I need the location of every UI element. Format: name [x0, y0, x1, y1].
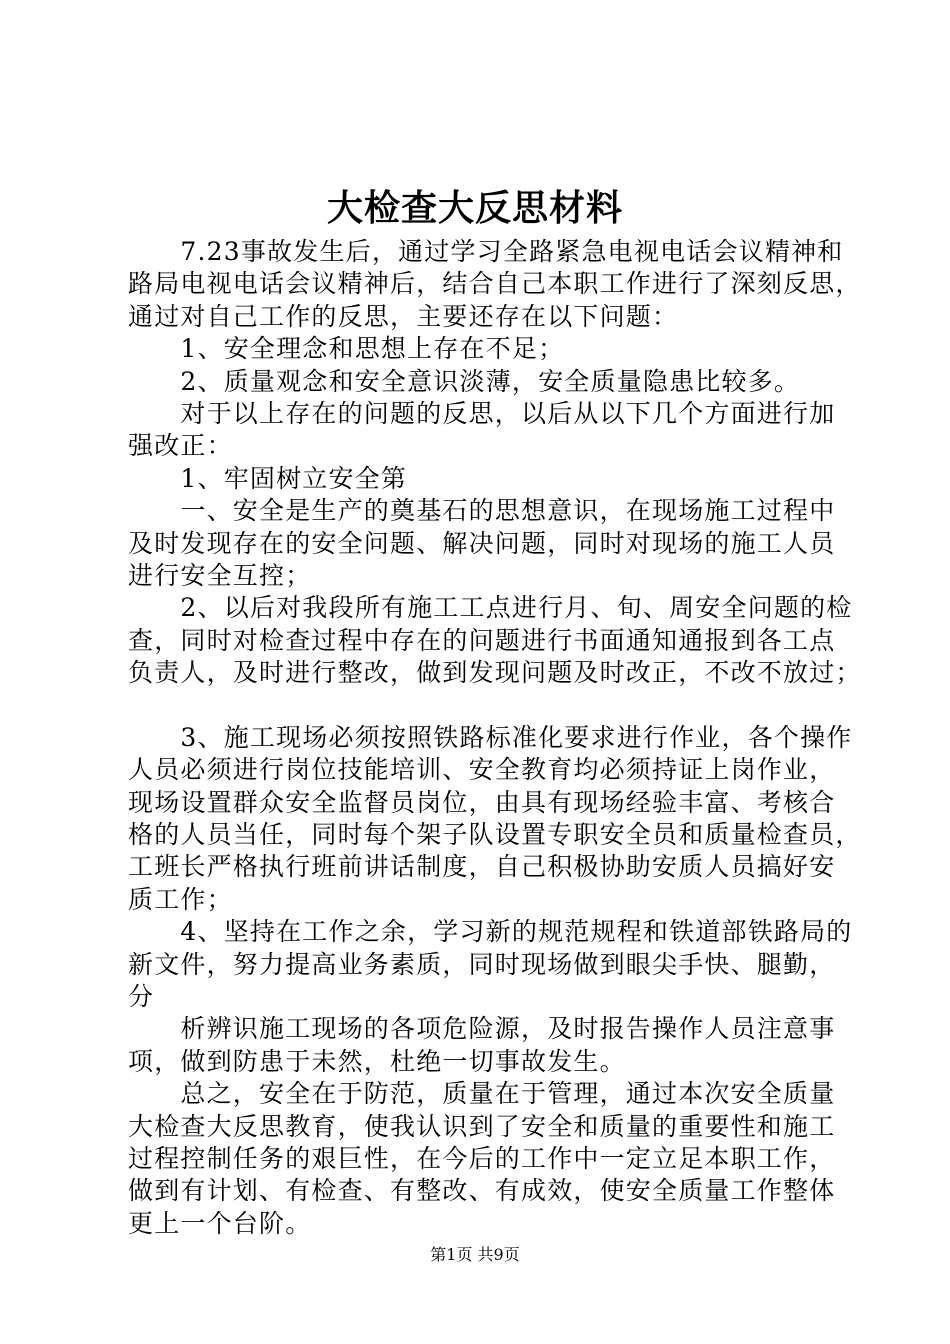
body-line: 质工作；	[128, 884, 233, 914]
body-line: 强改正：	[128, 431, 233, 461]
body-line: 一、安全是生产的奠基石的思想意识，在现场施工过程中	[128, 496, 836, 526]
body-line: 3、施工现场必须按照铁路标准化要求进行作业，各个操作	[128, 722, 853, 752]
body-line: 7.23事故发生后，通过学习全路紧急电视电话会议精神和	[128, 237, 844, 266]
document-title: 大检查大反思材料	[326, 187, 623, 229]
body-line: 4、坚持在工作之余，学习新的规范规程和铁道部铁路局的	[128, 917, 853, 947]
body-line: 人员必须进行岗位技能培训、安全教育均必须持证上岗作业，	[128, 755, 836, 785]
body-line: 更上一个台阶。	[128, 1208, 312, 1238]
body-line: 2、以后对我段所有施工工点进行月、旬、周安全问题的检	[128, 593, 853, 623]
body-line: 做到有计划、有检查、有整改、有成效，使安全质量工作整体	[128, 1176, 836, 1206]
body-line: 进行安全互控；	[128, 560, 312, 590]
body-line: 查，同时对检查过程中存在的问题进行书面通知通报到各工点	[128, 625, 836, 655]
body-line: 工班长严格执行班前讲话制度，自己积极协助安质人员搞好安	[128, 852, 836, 882]
body-line: 过程控制任务的艰巨性，在今后的工作中一定立足本职工作，	[128, 1143, 836, 1173]
body-line: 格的人员当任，同时每个架子队设置专职安全员和质量检查员，	[128, 820, 862, 850]
body-line: 新文件，努力提高业务素质，同时现场做到眼尖手快、腿勤，	[128, 949, 836, 979]
body-line: 负责人，及时进行整改，做到发现问题及时改正，不改不放过；	[128, 658, 862, 688]
body-line: 大检查大反思教育，使我认识到了安全和质量的重要性和施工	[128, 1111, 836, 1141]
body-line: 通过对自己工作的反思，主要还存在以下问题：	[128, 301, 679, 331]
body-line: 析辨识施工现场的各项危险源，及时报告操作人员注意事	[128, 1014, 836, 1044]
page-footer: 第1页 共9页	[430, 1245, 520, 1264]
body-line: 1、牢固树立安全第	[128, 463, 408, 493]
document-body	[128, 236, 862, 1240]
body-line: 2、质量观念和安全意识淡薄，安全质量隐患比较多。	[128, 366, 801, 396]
body-line: 对于以上存在的问题的反思，以后从以下几个方面进行加	[128, 398, 836, 428]
body-line: 现场设置群众安全监督员岗位，由具有现场经验丰富、考核合	[128, 787, 836, 817]
blank-line	[128, 689, 832, 721]
body-line: 及时发现存在的安全问题、解决问题，同时对现场的施工人员	[128, 528, 836, 558]
body-line: 路局电视电话会议精神后，结合自己本职工作进行了深刻反思，	[128, 269, 862, 299]
body-line: 项，做到防患于未然，杜绝一切事故发生。	[128, 1046, 626, 1076]
body-line: 1、安全理念和思想上存在不足；	[128, 334, 565, 364]
body-line: 总之，安全在于防范，质量在于管理，通过本次安全质量	[128, 1079, 836, 1109]
body-line: 分	[128, 981, 155, 1011]
